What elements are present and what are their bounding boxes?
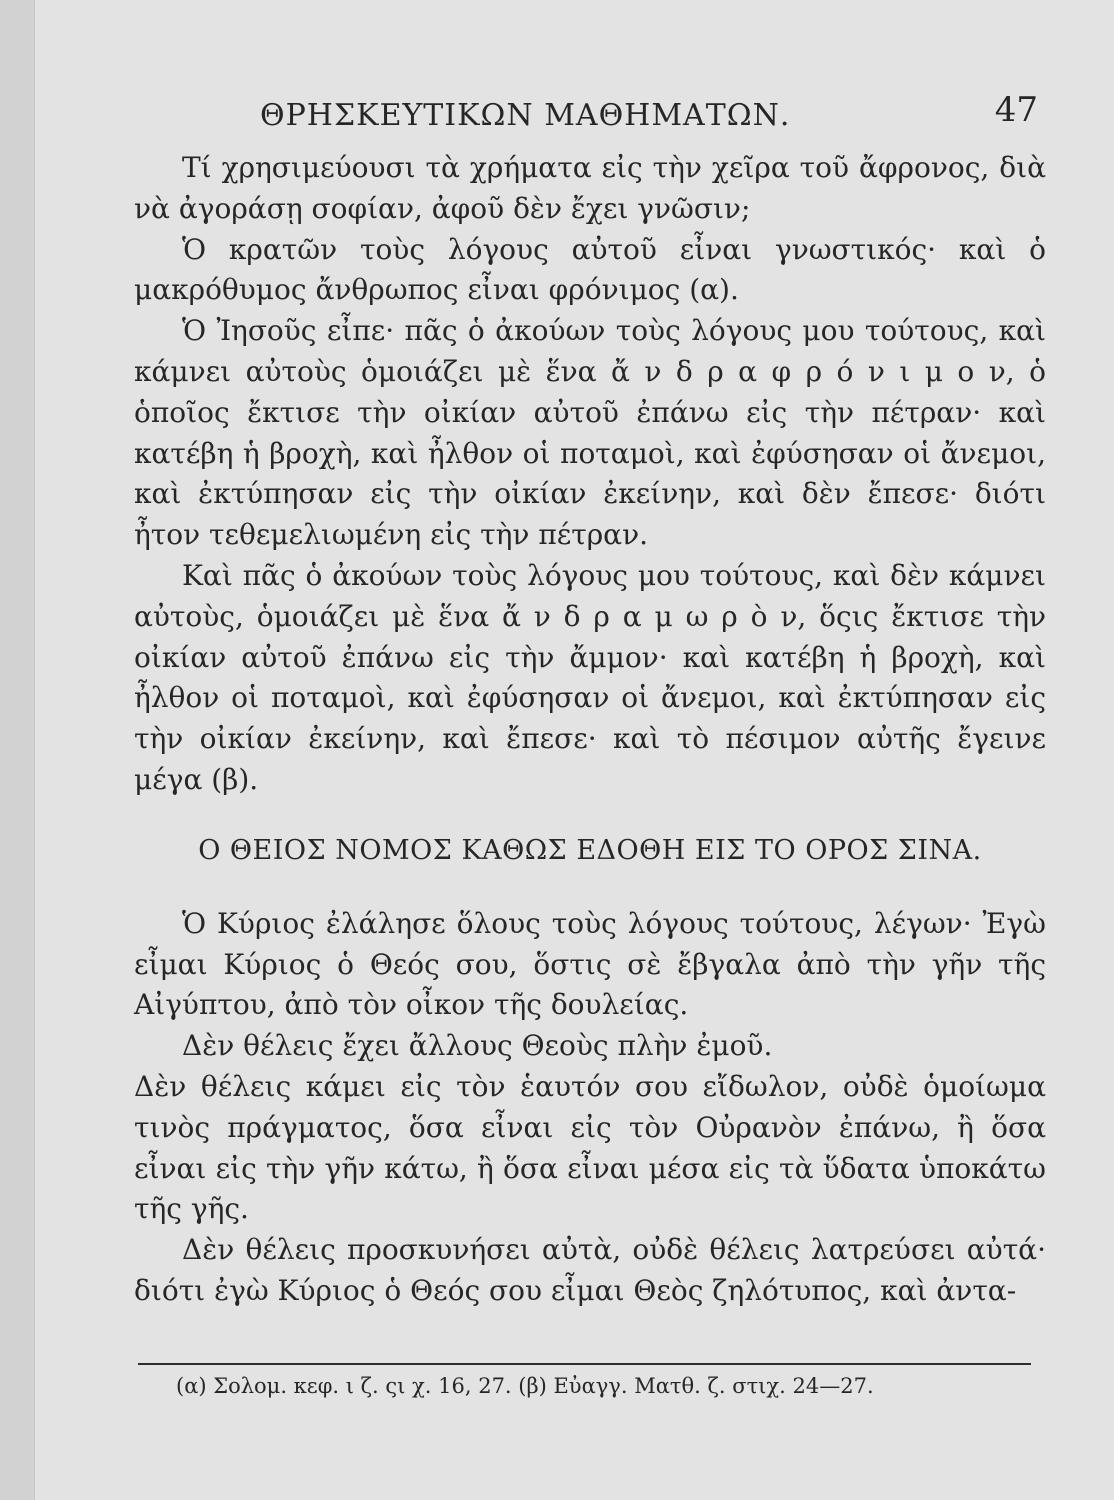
page-body (134, 148, 1046, 1312)
page-binding-edge (0, 0, 35, 1500)
paragraph: Ὁ Ἰησοῦς εἶπε· πᾶς ὁ ἀκούων τοὺς λόγους μου τούτους, καὶ κάμνει αὐτοὺς ὁμοιάζει μὲ ἕνα ἄ ν δ ρ α φ ρ ό ν ι μ ο ν, ὁ ὁποῖος ἔκτισε τὴν οἰκίαν αὐτοῦ ἐπάνω εἰς τὴν πέτραν· καὶ κατέβη ἡ βροχὴ, καὶ ἦλθον οἱ ποταμοὶ, καὶ ἐφύσησαν οἱ ἄνεμοι, καὶ ἐκτύπησαν εἰς τὴν οἰκίαν ἐκείνην, καὶ δὲν ἔπεσε· διότι ἦτον τεθεμελιωμένη εἰς τὴν πέτραν. (134, 314, 1046, 552)
paragraph: Τί χρησιμεύουσι τὰ χρήματα εἰς τὴν χεῖρα τοῦ ἄφρονος, διὰ νὰ ἀγοράσῃ σοφίαν, ἀφοῦ δὲν ἔχει γνῶσιν; (134, 151, 1046, 225)
section-title: Ο ΘΕΙΟΣ ΝΟΜΟΣ ΚΑΘΩΣ ΕΔΟΘΗ ΕΙΣ ΤΟ ΟΡΟΣ ΣΙΝΑ. (198, 834, 982, 866)
paragraph: Δὲν θέλεις προσκυνήσει αὐτὰ, οὐδὲ θέλεις λατρεύσει αὐτά· διότι ἐγὼ Κύριος ὁ Θεός σου εἶμαι Θεὸς ζηλότυπος, καὶ ἀντα- (134, 1233, 1046, 1307)
footnotes: (α) Σολομ. κεφ. ι ζ. ςι χ. 16, 27. (β) Εὐαγγ. Ματθ. ζ. στιχ. 24—27. (176, 1374, 874, 1398)
page-header (260, 90, 1050, 140)
paragraph: Δὲν θέλεις ἔχει ἄλλους Θεοὺς πλὴν ἐμοῦ. (182, 1029, 773, 1063)
footnote-rule (138, 1363, 1031, 1365)
running-head: ΘΡΗΣΚΕΥΤΙΚΩΝ ΜΑΘΗΜΑΤΩΝ. (260, 98, 791, 133)
page-number: 47 (994, 90, 1038, 130)
paragraph: Καὶ πᾶς ὁ ἀκούων τοὺς λόγους μου τούτους, καὶ δὲν κάμνει αὐτοὺς, ὁμοιάζει μὲ ἕνα ἄ ν δ ρ α μ ω ρ ὸ ν, ὅςις ἔκτισε τὴν οἰκίαν αὐτοῦ ἐπάνω εἰς τὴν ἄμμον· καὶ κατέβη ἡ βροχὴ, καὶ ἦλθον οἱ ποταμοὶ, καὶ ἐφύσησαν οἱ ἄνεμοι, καὶ ἐκτύπησαν εἰς τὴν οἰκίαν ἐκείνην, καὶ ἔπεσε· καὶ τὸ πέσιμον αὐτῆς ἔγεινε μέγα (β). (134, 558, 1046, 796)
paragraph: Ὁ Κύριος ἐλάλησε ὅλους τοὺς λόγους τούτους, λέγων· Ἐγὼ εἶμαι Κύριος ὁ Θεός σου, ὅστις σὲ ἔβγαλα ἀπὸ τὴν γῆν τῆς Αἰγύπτου, ἀπὸ τὸν οἶκον τῆς δουλείας. (134, 906, 1046, 1022)
paragraph: Δὲν θέλεις κάμει εἰς τὸν ἑαυτόν σου εἴδωλον, οὐδὲ ὁμοίωμα τινὸς πράγματος, ὅσα εἶναι εἰς τὸν Οὐρανὸν ἐπάνω, ἢ ὅσα εἶναι εἰς τὴν γῆν κάτω, ἢ ὅσα εἶναι μέσα εἰς τὰ ὕδατα ὑποκάτω τῆς γῆς. (134, 1069, 1046, 1226)
paragraph: Ὁ κρατῶν τοὺς λόγους αὐτοῦ εἶναι γνωστικός· καὶ ὁ μακρόθυμος ἄνθρωπος εἶναι φρόνιμος (α). (134, 232, 1046, 307)
